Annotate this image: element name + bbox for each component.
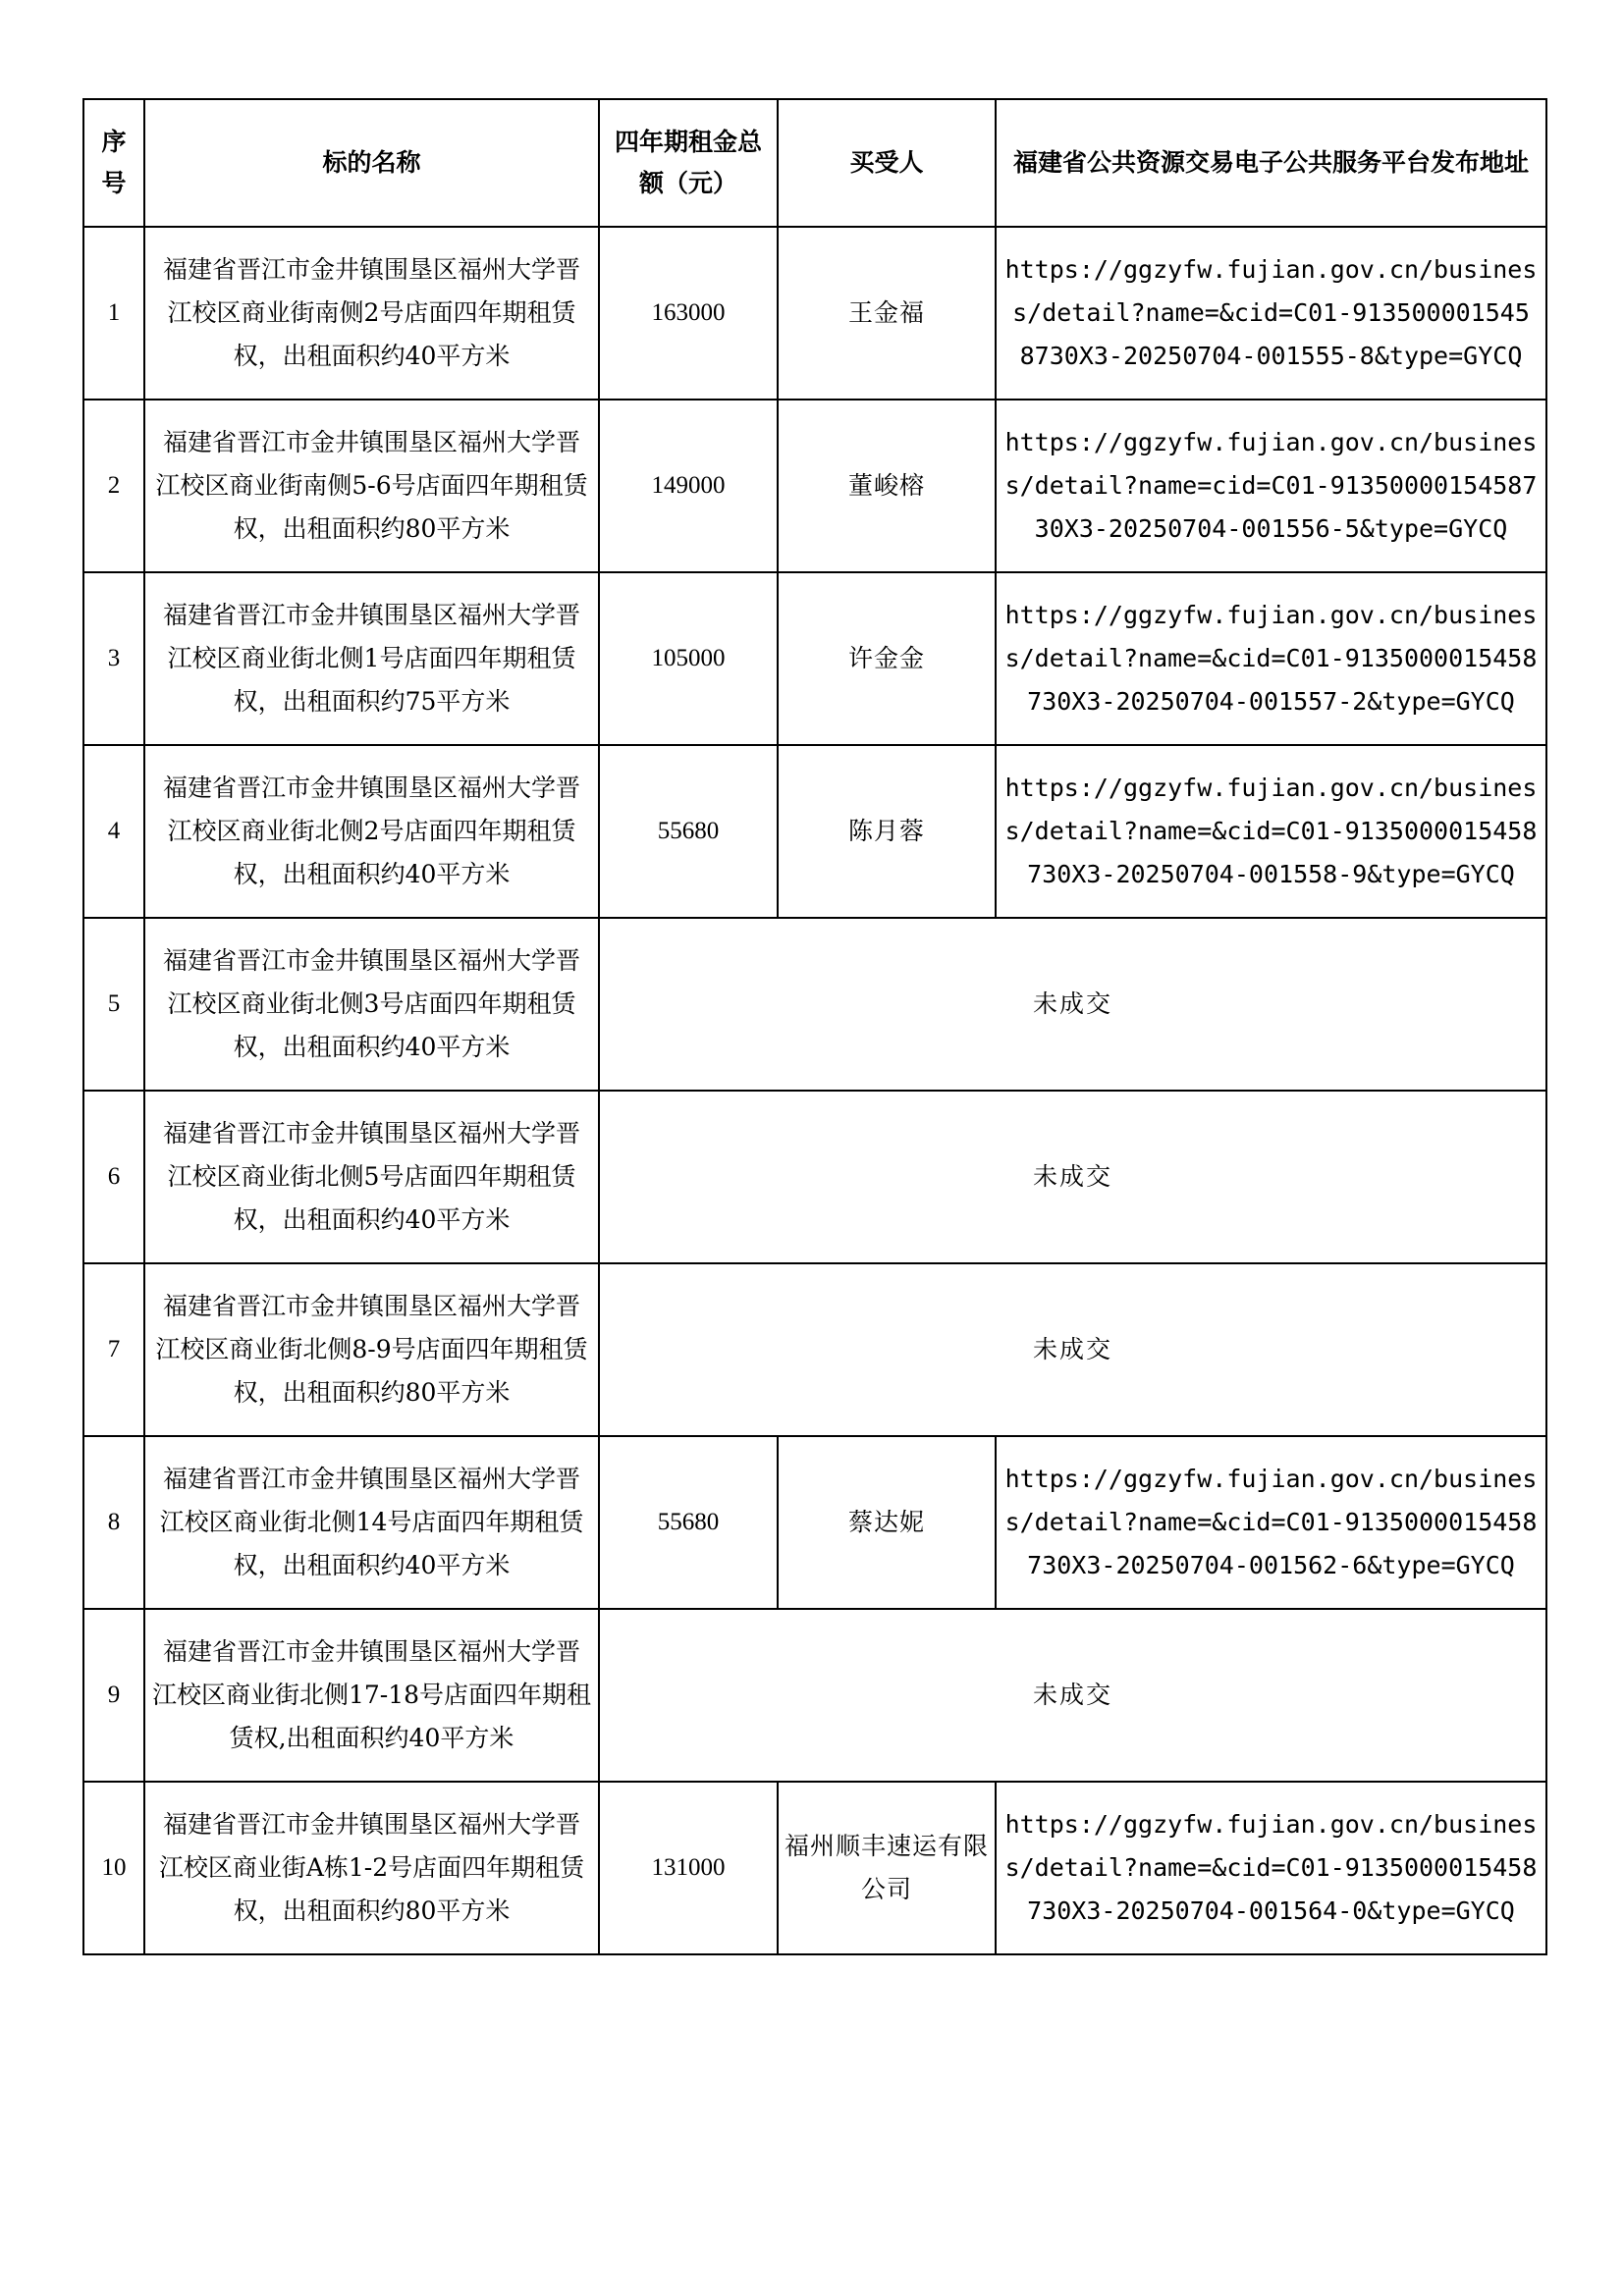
table-row	[83, 1436, 1546, 1609]
row-seq: 10	[83, 1782, 144, 1954]
row-item-name: 福建省晋江市金井镇围垦区福州大学晋江校区商业街北侧14号店面四年期租赁权，出租面积约40平方米	[144, 1436, 599, 1609]
document-page	[82, 98, 1545, 1955]
header-seq: 序号	[83, 99, 144, 227]
transaction-results-table	[82, 98, 1547, 1955]
row-buyer: 王金福	[778, 227, 996, 400]
row-buyer: 董峻榕	[778, 400, 996, 572]
table-row	[83, 1609, 1546, 1782]
row-item-name: 福建省晋江市金井镇围垦区福州大学晋江校区商业街北侧17-18号店面四年期租赁权,出租面积约40平方米	[144, 1609, 599, 1782]
row-item-name: 福建省晋江市金井镇围垦区福州大学晋江校区商业街北侧5号店面四年期租赁权，出租面积约40平方米	[144, 1091, 599, 1263]
row-status: 未成交	[599, 918, 1546, 1091]
row-buyer: 福州顺丰速运有限公司	[778, 1782, 996, 1954]
row-seq: 7	[83, 1263, 144, 1436]
table-row	[83, 227, 1546, 400]
row-seq: 3	[83, 572, 144, 745]
row-status: 未成交	[599, 1091, 1546, 1263]
row-buyer: 许金金	[778, 572, 996, 745]
row-seq: 5	[83, 918, 144, 1091]
row-item-name: 福建省晋江市金井镇围垦区福州大学晋江校区商业街南侧5-6号店面四年期租赁权，出租面积约80平方米	[144, 400, 599, 572]
table-row	[83, 745, 1546, 918]
row-status: 未成交	[599, 1263, 1546, 1436]
table-row	[83, 1091, 1546, 1263]
row-amount: 149000	[599, 400, 778, 572]
row-amount: 55680	[599, 1436, 778, 1609]
table-row	[83, 572, 1546, 745]
header-name: 标的名称	[144, 99, 599, 227]
table-row	[83, 1782, 1546, 1954]
row-amount: 55680	[599, 745, 778, 918]
row-amount: 163000	[599, 227, 778, 400]
row-buyer: 蔡达妮	[778, 1436, 996, 1609]
header-link: 福建省公共资源交易电子公共服务平台发布地址	[996, 99, 1546, 227]
row-item-name: 福建省晋江市金井镇围垦区福州大学晋江校区商业街北侧8-9号店面四年期租赁权，出租面积约80平方米	[144, 1263, 599, 1436]
row-item-name: 福建省晋江市金井镇围垦区福州大学晋江校区商业街北侧3号店面四年期租赁权，出租面积约40平方米	[144, 918, 599, 1091]
row-seq: 4	[83, 745, 144, 918]
row-buyer: 陈月蓉	[778, 745, 996, 918]
table-row	[83, 400, 1546, 572]
row-seq: 1	[83, 227, 144, 400]
row-amount: 105000	[599, 572, 778, 745]
row-item-name: 福建省晋江市金井镇围垦区福州大学晋江校区商业街北侧1号店面四年期租赁权，出租面积约75平方米	[144, 572, 599, 745]
row-seq: 9	[83, 1609, 144, 1782]
row-seq: 2	[83, 400, 144, 572]
row-item-name: 福建省晋江市金井镇围垦区福州大学晋江校区商业街A栋1-2号店面四年期租赁权，出租面积约80平方米	[144, 1782, 599, 1954]
table-header-row	[83, 99, 1546, 227]
table-row	[83, 918, 1546, 1091]
row-item-name: 福建省晋江市金井镇围垦区福州大学晋江校区商业街北侧2号店面四年期租赁权，出租面积约40平方米	[144, 745, 599, 918]
row-link[interactable]: https://ggzyfw.fujian.gov.cn/business/detail?name=&cid=C01-9135000015458730X3-20250704-001558-9&type=GYCQ	[996, 745, 1546, 918]
header-amount: 四年期租金总额（元）	[599, 99, 778, 227]
row-link[interactable]: https://ggzyfw.fujian.gov.cn/business/detail?name=cid=C01-9135000015458730X3-20250704-001556-5&type=GYCQ	[996, 400, 1546, 572]
row-seq: 8	[83, 1436, 144, 1609]
row-seq: 6	[83, 1091, 144, 1263]
row-amount: 131000	[599, 1782, 778, 1954]
row-status: 未成交	[599, 1609, 1546, 1782]
table-row	[83, 1263, 1546, 1436]
row-link[interactable]: https://ggzyfw.fujian.gov.cn/business/detail?name=&cid=C01-913500001545 8730X3-20250704-001555-8&type=GYCQ	[996, 227, 1546, 400]
row-link[interactable]: https://ggzyfw.fujian.gov.cn/business/detail?name=&cid=C01-9135000015458730X3-20250704-001557-2&type=GYCQ	[996, 572, 1546, 745]
row-link[interactable]: https://ggzyfw.fujian.gov.cn/business/detail?name=&cid=C01-9135000015458730X3-20250704-001562-6&type=GYCQ	[996, 1436, 1546, 1609]
header-buyer: 买受人	[778, 99, 996, 227]
row-link[interactable]: https://ggzyfw.fujian.gov.cn/business/detail?name=&cid=C01-9135000015458730X3-20250704-001564-0&type=GYCQ	[996, 1782, 1546, 1954]
row-item-name: 福建省晋江市金井镇围垦区福州大学晋江校区商业街南侧2号店面四年期租赁权，出租面积约40平方米	[144, 227, 599, 400]
